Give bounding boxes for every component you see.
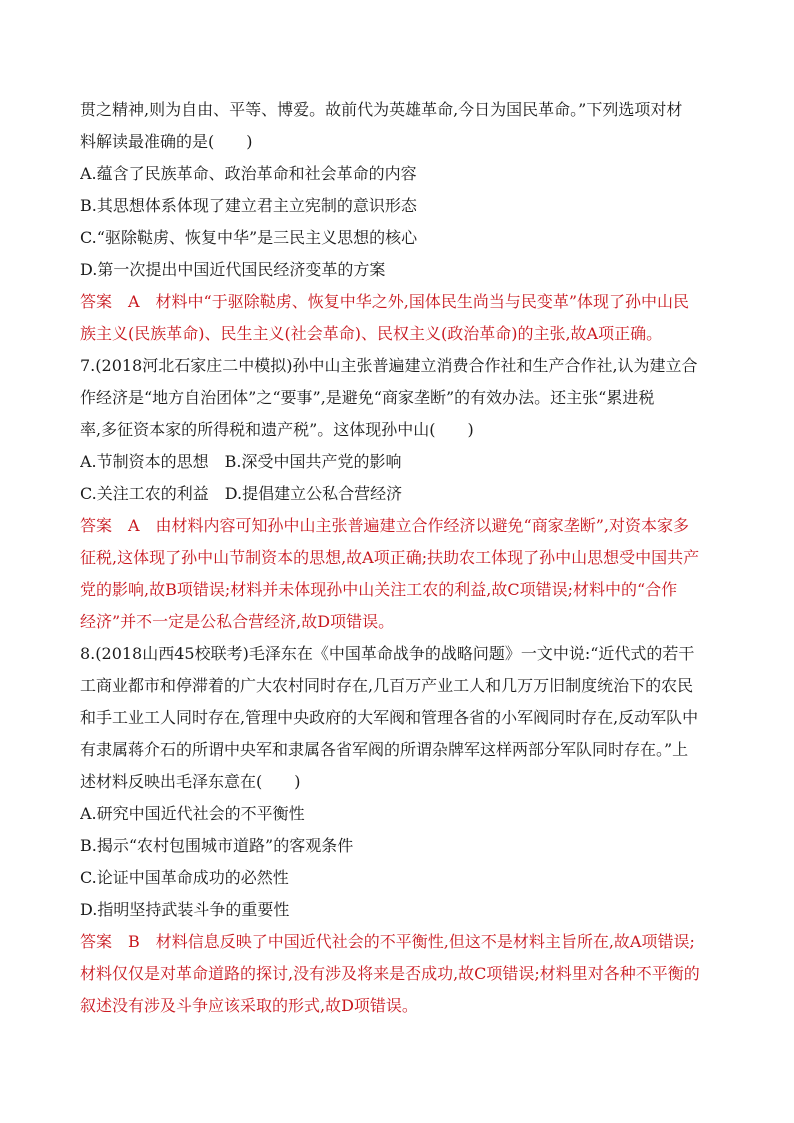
text-line: 和手工业工人同时存在,管理中央政府的大军阀和管理各省的小军阀同时存在,反动军队中: [80, 708, 699, 727]
text-line: B.其思想体系体现了建立君主立宪制的意识形态: [80, 196, 417, 215]
text-line: 料解读最准确的是( ): [80, 132, 253, 151]
text-line: A.研究中国近代社会的不平衡性: [80, 804, 305, 823]
text-line: C.关注工农的利益 D.提倡建立公私合营经济: [80, 484, 403, 503]
text-line: C.“驱除鞑虏、恢复中华”是三民主义思想的核心: [80, 228, 418, 247]
text-line: A.节制资本的思想 B.深受中国共产党的影响: [80, 452, 402, 471]
answer-line: 党的影响,故B项错误;材料并未体现孙中山关注工农的利益,故C项错误;材料中的“合作: [80, 580, 678, 599]
text-line: D.指明坚持武装斗争的重要性: [80, 900, 290, 919]
text-line: 工商业都市和停滞着的广大农村同时存在,几百万产业工人和几万万旧制度统治下的农民: [80, 676, 694, 695]
text-line: 作经济是“地方自治团体”之“要事”,是避免“商家垄断”的有效办法。还主张“累进税: [80, 388, 655, 407]
text-line: 有隶属蒋介石的所谓中央军和隶属各省军阀的所谓杂牌军这样两部分军队同时存在。”上: [80, 740, 689, 759]
answer-line: 答案 B 材料信息反映了中国近代社会的不平衡性,但这不是材料主旨所在,故A项错误;: [80, 932, 695, 951]
answer-line: 经济”并不一定是公私合营经济,故D项错误。: [80, 612, 395, 631]
answer-line: 答案 A 材料中“于驱除鞑虏、恢复中华之外,国体民生尚当与民变革”体现了孙中山民: [80, 292, 690, 311]
text-line: 贯之精神,则为自由、平等、博爱。故前代为英雄革命,今日为国民革命。”下列选项对材: [80, 100, 683, 119]
answer-line: 答案 A 由材料内容可知孙中山主张普遍建立合作经济以避免“商家垄断”,对资本家多: [80, 516, 690, 535]
text-line: 述材料反映出毛泽东意在( ): [80, 772, 301, 791]
answer-line: 族主义(民族革命)、民生主义(社会革命)、民权主义(政治革命)的主张,故A项正确。: [80, 324, 663, 343]
document-page: [80, 94, 720, 1022]
answer-line: 叙述没有涉及斗争应该采取的形式,故D项错误。: [80, 996, 418, 1015]
answer-line: 征税,这体现了孙中山节制资本的思想,故A项正确;扶助农工体现了孙中山思想受中国共产: [80, 548, 700, 567]
text-line: D.第一次提出中国近代国民经济变革的方案: [80, 260, 386, 279]
answer-line: 材料仅仅是对革命道路的探讨,没有涉及将来是否成功,故C项错误;材料里对各种不平衡的: [80, 964, 700, 983]
text-line: 7.(2018河北石家庄二中模拟)孙中山主张普遍建立消费合作社和生产合作社,认为建立合: [80, 356, 698, 375]
text-line: 率,多征资本家的所得税和遗产税”。这体现孙中山( ): [80, 420, 474, 439]
text-line: 8.(2018山西45校联考)毛泽东在《中国革命战争的战略问题》一文中说:“近代式的若干: [80, 644, 695, 663]
text-line: C.论证中国革命成功的必然性: [80, 868, 289, 887]
text-line: A.蕴含了民族革命、政治革命和社会革命的内容: [80, 164, 417, 183]
text-line: B.揭示“农村包围城市道路”的客观条件: [80, 836, 354, 855]
